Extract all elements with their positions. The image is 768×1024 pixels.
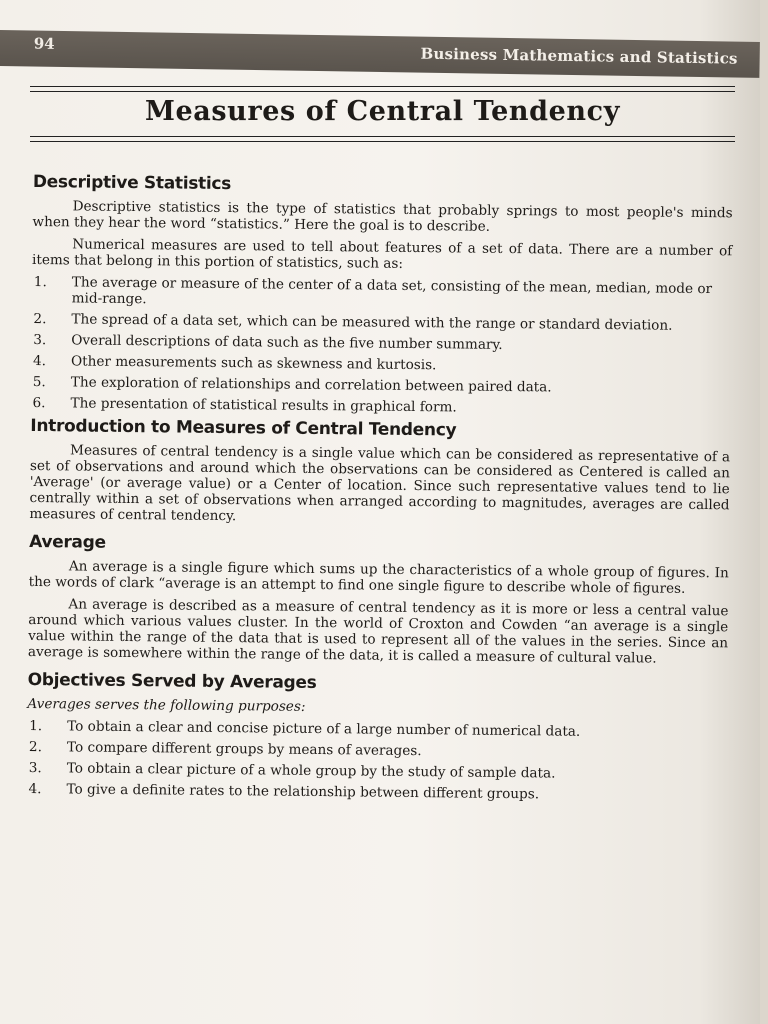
list-text: Other measurements such as skewness and kurtosis. — [70, 353, 437, 374]
section-heading-objectives: Objectives Served by Averages — [27, 669, 317, 693]
list-number: 1. — [29, 717, 43, 735]
title-rule-top-1 — [30, 86, 735, 87]
list-item — [26, 781, 726, 804]
paragraph: An average is a single figure which sums up the characteristics of a whole group of figures. In the words of clark “average is an attempt to find one single figure to describe whole of figures. — [28, 558, 729, 597]
list-text: The exploration of relationships and correlation between paired data. — [70, 374, 552, 396]
paragraph: Measures of central tendency is a single value which can be considered as representative of a set of observations and around which the observations can be considered as Centered is called an 'Average' (or average value) or a Center of location. Since such representative values tend to lie centrally within a set of observations when arranged according to magnitudes, averages are called measures of central tendency. — [29, 442, 731, 525]
list-item — [27, 760, 727, 783]
list-item — [31, 374, 731, 397]
list-item — [31, 311, 731, 334]
list-text: The average or measure of the center of a data set, consisting of the mean, median, mode or mid-range. — [71, 274, 713, 308]
section-heading-introduction: Introduction to Measures of Central Tendency — [30, 415, 457, 441]
list-number: 3. — [33, 332, 47, 349]
list-item — [31, 353, 731, 376]
paragraph: Descriptive statistics is the type of statistics that probably springs to most people's minds when they hear the word “statistics.” Here the goal is to describe. — [32, 198, 733, 235]
list-text: The presentation of statistical results in graphical form. — [70, 395, 457, 416]
page-content — [26, 172, 733, 809]
list-text: To obtain a clear and concise picture of a large number of numerical data. — [67, 718, 581, 740]
list-item — [32, 274, 732, 313]
title-rule-bottom-2 — [30, 141, 735, 142]
objectives-list — [26, 718, 727, 804]
page-number: 94 — [33, 34, 55, 53]
title-rule-bottom-1 — [30, 136, 735, 137]
list-number: 4. — [28, 780, 42, 798]
list-number: 2. — [33, 311, 47, 328]
list-number: 3. — [28, 759, 42, 777]
list-number: 6. — [32, 395, 46, 412]
chapter-title: Measures of Central Tendency — [145, 96, 620, 127]
list-number: 5. — [32, 374, 46, 391]
list-text: The spread of a data set, which can be measured with the range or standard deviation. — [71, 311, 673, 334]
descriptive-list — [30, 274, 731, 418]
list-item — [27, 718, 727, 741]
list-text: To obtain a clear picture of a whole group by the study of sample data. — [66, 760, 556, 782]
objectives-intro: Averages serves the following purposes: — [27, 695, 306, 715]
running-head: Business Mathematics and Statistics — [420, 44, 738, 68]
title-rule-top-2 — [30, 91, 735, 92]
list-number: 1. — [33, 274, 47, 291]
section-heading-average: Average — [29, 531, 106, 553]
paragraph: An average is described as a measure of central tendency as it is more or less a central value around which various values cluster. In the world of Croxton and Cowden “an average is a single value within the range of the data that is used to represent all of the values in the series. Since an average is somewhere within the range of the data, it is called a measure of cultural value. — [27, 596, 729, 667]
list-text: To give a definite rates to the relationship between different groups. — [66, 781, 540, 803]
section-heading-descriptive: Descriptive Statistics — [32, 172, 232, 195]
list-item — [30, 395, 730, 418]
list-text: To compare different groups by means of averages. — [66, 739, 422, 760]
list-item — [31, 332, 731, 355]
list-item — [27, 739, 727, 762]
running-header-bar — [0, 30, 760, 78]
paragraph: Numerical measures are used to tell about features of a set of data. There are a number of items that belong in this portion of statistics, such as: — [31, 236, 733, 272]
list-number: 2. — [28, 738, 43, 756]
list-number: 4. — [32, 353, 47, 370]
list-text: Overall descriptions of data such as the five number summary. — [71, 332, 503, 353]
